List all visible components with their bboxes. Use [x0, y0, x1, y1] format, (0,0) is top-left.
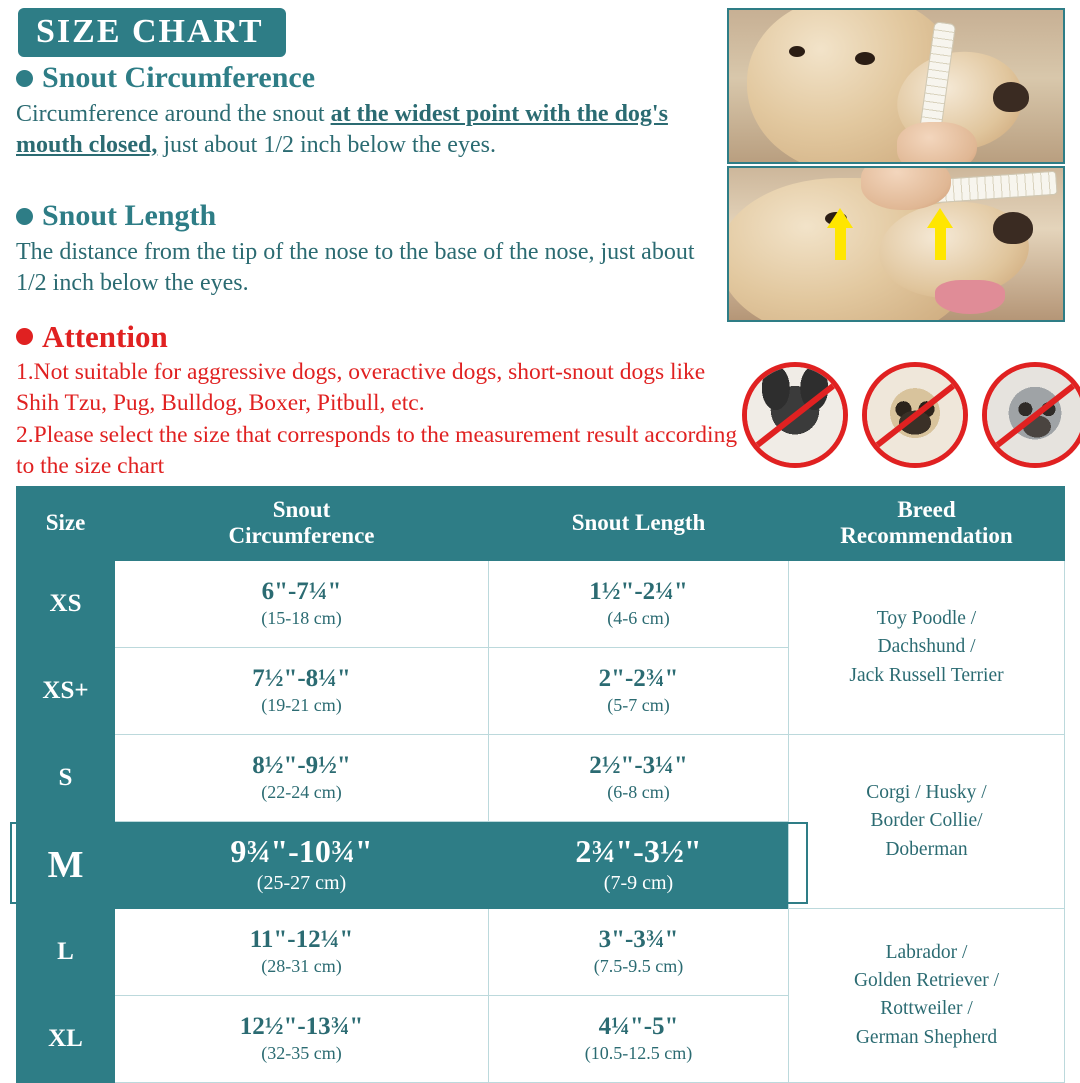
- cell-size: M: [17, 821, 115, 908]
- attention-item-2: 2.Please select the size that corresponds to the measurement result according to the size chart: [16, 422, 738, 479]
- section-snout-circumference: [16, 60, 716, 160]
- forbidden-breed-pug: [862, 362, 968, 468]
- value-sub: (15-18 cm): [261, 608, 342, 629]
- cell-size: XL: [17, 995, 115, 1082]
- cell-size: L: [17, 908, 115, 995]
- text-before: Circumference around the snout: [16, 101, 331, 127]
- value-sub: (10.5-12.5 cm): [584, 1043, 693, 1064]
- table-row: [17, 734, 1065, 821]
- value-main: 3"-3¾": [598, 925, 679, 953]
- value-sub: (19-21 cm): [261, 695, 342, 716]
- section-attention: [16, 318, 756, 481]
- value-sub: (4-6 cm): [607, 608, 670, 629]
- table-row: [17, 560, 1065, 647]
- section-body: [16, 99, 716, 160]
- value-main: 11"-12¼": [249, 925, 354, 953]
- hand-shape: [897, 122, 977, 164]
- cell-circumference: [115, 560, 489, 647]
- value-sub: (28-31 cm): [261, 956, 342, 977]
- cell-breed: Toy Poodle / Dachshund / Jack Russell Terrier: [789, 560, 1065, 734]
- value-main: 6"-7¼": [261, 577, 342, 605]
- bullet-dot-icon: [16, 208, 33, 225]
- arrow-up-icon: [835, 226, 846, 260]
- dog-snout-circumference-photo: [727, 8, 1065, 164]
- section-heading-label: Snout Circumference: [42, 61, 316, 94]
- value-main: 2¾"-3½": [575, 832, 702, 869]
- section-heading: [16, 60, 716, 96]
- value-main: 9¾"-10¾": [230, 832, 373, 869]
- forbidden-breed-pitbull: [982, 362, 1080, 468]
- cell-circumference: [115, 995, 489, 1082]
- dog-snout-length-photo: [727, 166, 1065, 322]
- forbidden-breeds-row: [742, 362, 1080, 468]
- size-table-wrapper: [16, 486, 1064, 1083]
- cell-length: [489, 908, 789, 995]
- value-main: 7½"-8¼": [252, 664, 351, 692]
- size-table: [16, 486, 1065, 1083]
- attention-heading: [16, 318, 756, 355]
- text-after: just about 1/2 inch below the eyes.: [157, 131, 496, 158]
- section-heading-label: Snout Length: [42, 199, 217, 232]
- header-snout-length: Snout Length: [489, 487, 789, 561]
- arrow-up-icon: [935, 226, 946, 260]
- dog-eye-shape: [855, 52, 875, 65]
- cell-length: [489, 560, 789, 647]
- bullet-dot-icon: [16, 70, 33, 87]
- cell-circumference: [115, 647, 489, 734]
- cell-size: XS+: [17, 647, 115, 734]
- value-main: 2"-2¾": [598, 664, 679, 692]
- header-snout-circumference: Snout Circumference: [115, 487, 489, 561]
- value-sub: (32-35 cm): [261, 1043, 342, 1064]
- cell-length: [489, 734, 789, 821]
- cell-size: S: [17, 734, 115, 821]
- attention-heading-label: Attention: [42, 319, 168, 354]
- value-main: 8½"-9½": [252, 751, 351, 779]
- attention-item-1: 1.Not suitable for aggressive dogs, overactive dogs, short-snout dogs like Shih Tzu, Pug, Bulldog, Boxer, Pitbull, etc.: [16, 359, 706, 416]
- table-row: [17, 908, 1065, 995]
- table-header-row: [17, 487, 1065, 561]
- section-snout-length: [16, 198, 716, 298]
- value-main: 4¼"-5": [598, 1012, 679, 1040]
- value-sub: (22-24 cm): [261, 782, 342, 803]
- cell-breed: Labrador / Golden Retriever / Rottweiler / German Shepherd: [789, 908, 1065, 1082]
- cell-breed: Corgi / Husky / Border Collie/ Doberman: [789, 734, 1065, 908]
- arrow-up-icon: [827, 208, 853, 228]
- section-body: The distance from the tip of the nose to the base of the nose, just about 1/2 inch below the eyes.: [16, 239, 695, 296]
- bullet-dot-red-icon: [16, 328, 33, 345]
- dog-nose-shape: [993, 212, 1033, 244]
- value-sub: (5-7 cm): [607, 695, 670, 716]
- section-heading: [16, 198, 716, 234]
- dog-eye-shape: [789, 46, 805, 57]
- value-main: 12½"-13¾": [239, 1012, 364, 1040]
- cell-length: [489, 995, 789, 1082]
- cell-length: [489, 647, 789, 734]
- value-sub: (7-9 cm): [603, 871, 674, 894]
- cell-circumference: [115, 734, 489, 821]
- text-emphasis: at the widest point with the dog's mouth closed,: [16, 101, 668, 158]
- cell-circumference: [115, 821, 489, 908]
- header-breed-recommendation: Breed Recommendation: [789, 487, 1065, 561]
- dog-tongue-shape: [935, 280, 1005, 314]
- cell-circumference: [115, 908, 489, 995]
- forbidden-breed-french-bulldog: [742, 362, 848, 468]
- value-main: 2½"-3¼": [589, 751, 688, 779]
- value-main: 1½"-2¼": [589, 577, 688, 605]
- value-sub: (7.5-9.5 cm): [593, 956, 684, 977]
- dog-nose-shape: [993, 82, 1029, 112]
- page-title: SIZE CHART: [18, 8, 286, 57]
- cell-size: XS: [17, 560, 115, 647]
- arrow-up-icon: [927, 208, 953, 228]
- value-sub: (25-27 cm): [256, 871, 347, 894]
- header-size: Size: [17, 487, 115, 561]
- cell-length: [489, 821, 789, 908]
- value-sub: (6-8 cm): [607, 782, 670, 803]
